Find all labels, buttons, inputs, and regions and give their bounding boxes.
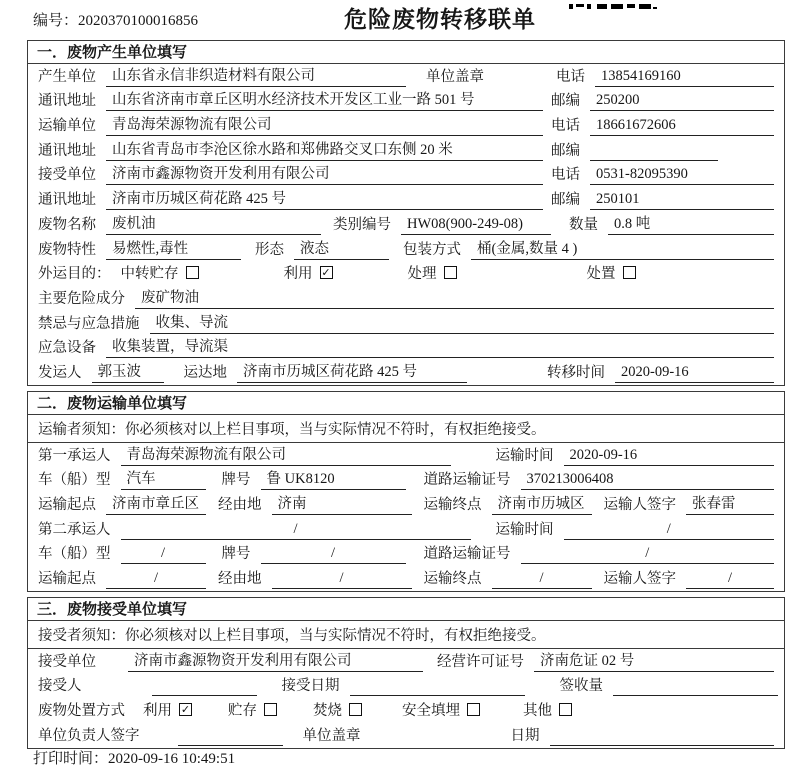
form-row xyxy=(28,163,784,188)
field-value: 0531-82095390 xyxy=(590,165,774,185)
field-label: 转移时间 xyxy=(547,364,605,381)
field-label: 包装方式 xyxy=(403,241,461,258)
section-title: 二．废物运输单位填写 xyxy=(28,392,784,415)
field-label: 经营许可证号 xyxy=(437,653,524,670)
field-label: 接受日期 xyxy=(281,678,340,695)
field-value: 370213006408 xyxy=(521,470,775,490)
static-text: 单位盖章 xyxy=(426,68,484,85)
checkbox-item xyxy=(587,262,636,283)
field-label: 接受单位 xyxy=(38,653,96,670)
field-value: / xyxy=(564,520,775,540)
field-value: 废机油 xyxy=(106,215,321,235)
field-label: 邮编 xyxy=(551,142,580,159)
section-producer xyxy=(27,40,785,386)
field-value: 济南市历城区 xyxy=(492,495,592,515)
field-label: 外运目的： xyxy=(38,266,111,283)
checkbox-item xyxy=(402,699,480,720)
field-label: 道路运输证号 xyxy=(423,472,511,489)
field-value: / xyxy=(261,544,406,564)
blank-field-value xyxy=(152,694,257,696)
form-row xyxy=(28,262,784,287)
field-label: 牌号 xyxy=(221,546,251,563)
field-value: 郭玉波 xyxy=(92,363,164,383)
field-label: 第二承运人 xyxy=(38,521,111,538)
field-label: 数量 xyxy=(569,216,598,233)
form-row xyxy=(28,138,784,163)
form-row xyxy=(28,336,784,361)
field-label: 接受单位 xyxy=(38,167,96,184)
section-title: 一．废物产生单位填写 xyxy=(28,41,784,64)
field-label: 邮编 xyxy=(551,93,580,110)
checkbox-item xyxy=(408,262,457,283)
static-text: 单位盖章 xyxy=(302,727,361,744)
qr-code-fragment-icon xyxy=(569,0,657,9)
checkbox-label: 利用 xyxy=(283,266,313,283)
form-row xyxy=(28,492,784,517)
notice-text: 接受者须知：你必须核对以上栏目事项，当与实际情况不符时，有权拒绝接受。 xyxy=(38,628,546,645)
field-value: 收集、导流 xyxy=(150,314,775,334)
field-label: 运输人签字 xyxy=(603,571,676,588)
field-label: 运输单位 xyxy=(38,118,96,135)
field-label: 废物特性 xyxy=(38,241,96,258)
form-row xyxy=(28,237,784,262)
notice-text: 运输者须知：你必须核对以上栏目事项，当与实际情况不符时，有权拒绝接受。 xyxy=(38,421,546,438)
form-row xyxy=(28,723,784,748)
field-label: 经由地 xyxy=(218,497,262,513)
field-value: / xyxy=(272,569,412,589)
field-value: 济南市历城区荷花路 425 号 xyxy=(106,190,543,210)
field-value: 250200 xyxy=(590,91,774,111)
notice-row xyxy=(28,621,784,649)
form-row xyxy=(28,674,784,699)
blank-field-value xyxy=(590,159,718,161)
form-row xyxy=(28,517,784,542)
field-label: 运达地 xyxy=(183,364,227,381)
document-header xyxy=(0,0,796,38)
field-value: 青岛海荣源物流有限公司 xyxy=(121,446,451,466)
field-label: 邮编 xyxy=(551,192,580,209)
field-value: 青岛海荣源物流有限公司 xyxy=(106,116,543,136)
field-value: 济南市鑫源物资开发利用有限公司 xyxy=(128,652,423,672)
form-row xyxy=(28,311,784,336)
checkbox-checked-icon: ✓ xyxy=(321,266,331,280)
checkbox-unchecked-icon xyxy=(467,703,480,716)
field-value: 济南市鑫源物资开发利用有限公司 xyxy=(106,165,543,185)
print-timestamp xyxy=(33,747,235,768)
field-value: 废矿物油 xyxy=(135,289,774,309)
field-label: 发运人 xyxy=(38,364,82,381)
checkbox-item xyxy=(228,699,277,720)
field-value: 桶(金属,数量 4 ) xyxy=(471,240,774,260)
checkbox-item xyxy=(143,699,192,720)
field-label: 废物名称 xyxy=(38,216,96,233)
form-body xyxy=(27,40,785,754)
blank-field-value xyxy=(350,694,525,696)
form-row xyxy=(28,468,784,493)
field-label: 运输起点 xyxy=(38,571,96,588)
checkbox-unchecked-icon xyxy=(444,266,457,279)
field-label: 运输终点 xyxy=(423,571,482,588)
field-label: 运输时间 xyxy=(495,521,554,538)
field-label: 运输终点 xyxy=(423,497,482,513)
checkbox-label: 安全填埋 xyxy=(402,703,460,720)
field-value: 汽车 xyxy=(121,470,206,490)
checkbox-unchecked-icon xyxy=(264,703,277,716)
serial-label: 编号： xyxy=(33,13,79,29)
field-label: 运输起点 xyxy=(38,497,96,513)
form-row xyxy=(28,187,784,212)
field-value: 液态 xyxy=(294,240,389,260)
checkbox-label: 焚烧 xyxy=(313,703,342,720)
checkbox-unchecked-icon xyxy=(623,266,636,279)
field-label: 通讯地址 xyxy=(38,93,96,110)
form-row xyxy=(28,64,784,89)
field-value: / xyxy=(121,520,471,540)
field-label: 车（船）型 xyxy=(38,472,111,489)
field-value: 0.8 吨 xyxy=(608,215,774,235)
checkbox-item xyxy=(284,262,333,283)
field-label: 单位负责人签字 xyxy=(38,727,140,744)
section-receiver xyxy=(27,597,785,749)
field-value: 2020-09-16 xyxy=(564,446,775,466)
notice-row xyxy=(28,415,784,443)
field-label: 签收量 xyxy=(559,678,603,695)
field-label: 主要危险成分 xyxy=(38,290,125,307)
field-value: 18661672606 xyxy=(590,116,774,136)
field-value: / xyxy=(686,569,774,589)
field-value: 济南市章丘区 xyxy=(106,495,206,515)
checkbox-label: 中转贮存 xyxy=(120,266,179,283)
field-label: 车（船）型 xyxy=(38,546,111,563)
form-row xyxy=(28,113,784,138)
form-row xyxy=(28,542,784,567)
blank-field-value xyxy=(178,744,283,746)
field-value: 济南危证 02 号 xyxy=(534,652,774,672)
field-label: 接受人 xyxy=(38,678,82,695)
field-value: / xyxy=(521,544,775,564)
print-timestamp-value: 2020-09-16 10:49:51 xyxy=(108,751,236,767)
checkbox-unchecked-icon xyxy=(186,266,199,279)
field-value: 13854169160 xyxy=(595,67,774,87)
field-label: 运输时间 xyxy=(495,447,554,464)
field-label: 电话 xyxy=(551,167,580,184)
field-label: 通讯地址 xyxy=(38,142,96,159)
serial-value: 2020370100016856 xyxy=(78,13,199,29)
field-label: 通讯地址 xyxy=(38,192,96,209)
form-row xyxy=(28,443,784,468)
field-value: 张春雷 xyxy=(686,495,774,515)
field-label: 应急设备 xyxy=(38,340,96,357)
field-label: 经由地 xyxy=(218,571,262,588)
form-row xyxy=(28,89,784,114)
form-row xyxy=(28,698,784,723)
field-label: 废物处置方式 xyxy=(38,703,125,720)
field-label: 牌号 xyxy=(221,472,251,489)
checkbox-item xyxy=(313,699,362,720)
field-value: 收集装置，导流渠 xyxy=(106,338,774,358)
print-timestamp-label: 打印时间： xyxy=(33,751,109,767)
form-row xyxy=(28,566,784,591)
field-label: 类别编号 xyxy=(333,216,391,233)
form-row xyxy=(28,286,784,311)
checkbox-label: 其他 xyxy=(523,703,552,720)
field-value: / xyxy=(106,569,206,589)
field-label: 形态 xyxy=(255,241,284,258)
field-label: 第一承运人 xyxy=(38,447,111,464)
field-label: 道路运输证号 xyxy=(423,546,511,563)
checkbox-item xyxy=(121,262,199,283)
form-row xyxy=(28,649,784,674)
checkbox-label: 处置 xyxy=(586,266,616,283)
field-value: HW08(900-249-08) xyxy=(401,215,551,235)
field-label: 电话 xyxy=(551,118,580,135)
blank-field-value xyxy=(613,694,778,696)
checkbox-label: 贮存 xyxy=(228,703,257,720)
checkbox-checked-icon: ✓ xyxy=(180,703,191,717)
field-label: 运输人签字 xyxy=(603,497,676,513)
field-value: 山东省青岛市李沧区徐水路和郑佛路交叉口东侧 20 米 xyxy=(106,141,543,161)
checkbox-label: 利用 xyxy=(143,703,172,720)
section-title: 三．废物接受单位填写 xyxy=(28,598,784,621)
section-transporter xyxy=(27,391,785,592)
field-label: 禁忌与应急措施 xyxy=(38,315,140,332)
field-label: 产生单位 xyxy=(38,68,96,85)
field-value: 易燃性,毒性 xyxy=(106,240,241,260)
field-value: / xyxy=(492,569,592,589)
checkbox-unchecked-icon xyxy=(349,703,362,716)
field-value: 济南 xyxy=(272,495,412,515)
blank-field-value xyxy=(550,744,775,746)
field-value: 鲁 UK8120 xyxy=(261,470,406,490)
checkbox-label: 处理 xyxy=(407,266,437,283)
field-value: 2020-09-16 xyxy=(615,363,774,383)
form-row xyxy=(28,360,784,385)
field-value: 山东省永信非织造材料有限公司 xyxy=(106,67,406,87)
checkbox-unchecked-icon xyxy=(559,703,572,716)
form-row xyxy=(28,212,784,237)
field-label: 电话 xyxy=(556,68,585,85)
page-title: 危险废物转移联单 xyxy=(344,6,536,32)
field-value: 济南市历城区荷花路 425 号 xyxy=(237,363,467,383)
field-value: 250101 xyxy=(590,190,774,210)
field-value: / xyxy=(121,544,206,564)
field-value: 山东省济南市章丘区明水经济技术开发区工业一路 501 号 xyxy=(106,91,543,111)
checkbox-item xyxy=(523,699,572,720)
field-label: 日期 xyxy=(510,727,540,744)
